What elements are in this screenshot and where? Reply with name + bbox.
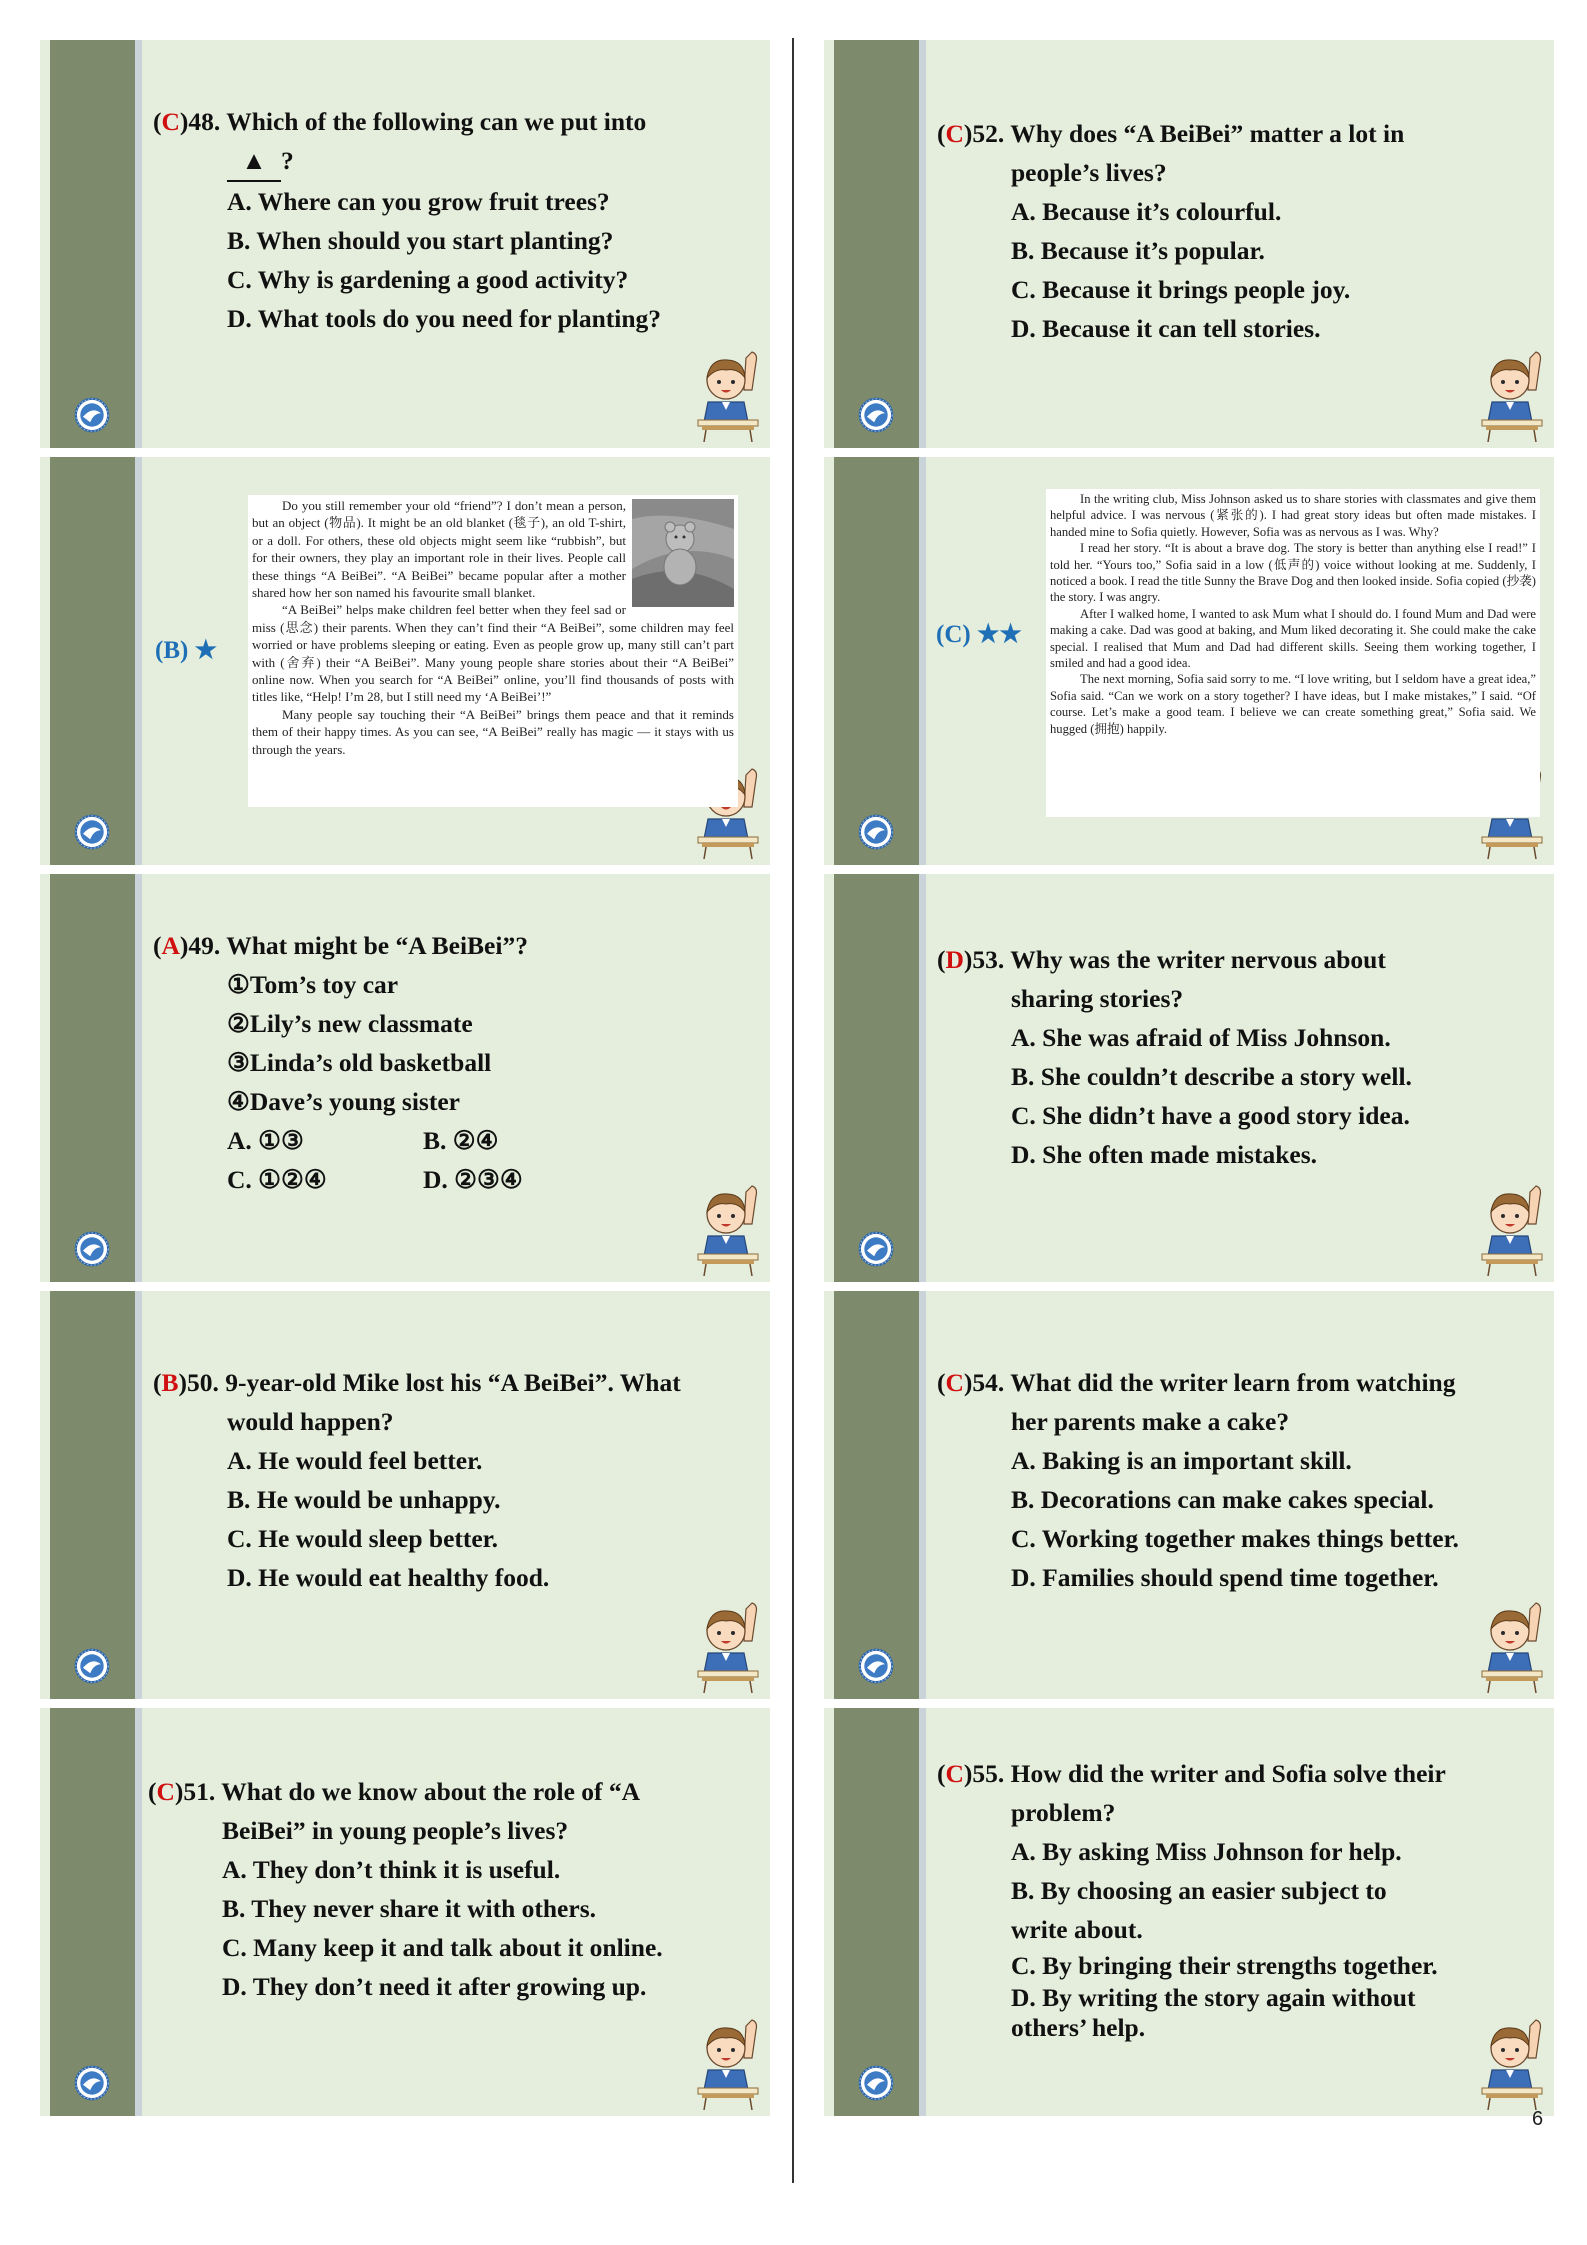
slide-side-stripe xyxy=(135,874,142,1282)
option-a: A. By asking Miss Johnson for help. xyxy=(1011,1837,1402,1866)
option-d: D. They don’t need it after growing up. xyxy=(222,1972,647,2001)
question-stem: )52. Why does “A BeiBei” matter a lot in xyxy=(963,119,1405,148)
slide-question-51 xyxy=(40,1708,770,2116)
slide-side-band xyxy=(50,874,135,1282)
item-4: ④Dave’s young sister xyxy=(227,1087,460,1116)
option-c: C. ①②④ xyxy=(227,1165,327,1194)
school-logo-icon xyxy=(74,2065,110,2101)
question-stem-cont: would happen? xyxy=(227,1407,394,1436)
question-stem: )48. Which of the following can we put into xyxy=(179,107,647,136)
slide-question-54 xyxy=(824,1291,1554,1699)
option-b: B. They never share it with others. xyxy=(222,1894,596,1923)
option-d: D. She often made mistakes. xyxy=(1011,1140,1317,1169)
kid-raising-hand-icon xyxy=(696,1184,766,1276)
answer-letter: D xyxy=(945,945,964,974)
option-b: B. By choosing an easier subject to xyxy=(1011,1876,1387,1905)
option-c: C. Working together makes things better. xyxy=(1011,1524,1459,1553)
passage-label: (C) ★★ xyxy=(936,621,1022,648)
slide-side-stripe xyxy=(135,1291,142,1699)
question-49: (A)49. What might be “A BeiBei”? ①Tom’s toy car ②Lily’s new classmate ③Linda’s old basketball ④Dave’s young sister A. ①③ B. ②④ C. ①②④ D. ②③④ xyxy=(153,926,528,1199)
slide-passage-b xyxy=(40,457,770,865)
question-stem-cont: her parents make a cake? xyxy=(1011,1407,1290,1436)
slide-side-stripe xyxy=(919,1708,926,2116)
kid-raising-hand-icon xyxy=(696,350,766,442)
option-c: C. She didn’t have a good story idea. xyxy=(1011,1101,1410,1130)
option-c: C. Why is gardening a good activity? xyxy=(227,265,629,294)
question-stem: )49. What might be “A BeiBei”? xyxy=(179,931,528,960)
passage-paragraph-3: Many people say touching their “A BeiBei” brings them peace and that it reminds them of their happy times. As you can see, “A BeiBei” really has magic — it stays with us through the years. xyxy=(252,706,734,757)
school-logo-icon xyxy=(858,1648,894,1684)
answer-letter: C xyxy=(945,119,964,148)
option-d: D. By writing the story again without xyxy=(1011,1983,1416,2012)
slide-question-49 xyxy=(40,874,770,1282)
question-stem: )55. How did the writer and Sofia solve their xyxy=(963,1759,1446,1788)
passage-paragraph-1: Do you still remember your old “friend”? I don’t mean a person, but an object (物品). It might be an old blanket (毯子), an old T-shirt, or a doll. For others, these old objects might seem like “rubbish”, but for their owners, they play an important role in their lives. People call these things “A BeiBei”. “A BeiBei” became popular after a mother shared how her son named his favourite small blanket. xyxy=(252,498,626,601)
school-logo-icon xyxy=(858,814,894,850)
question-48: (C)48. Which of the following can we put into ▲ ? A. Where can you grow fruit trees? B. When should you start planting? C. Why is gardening a good activity? D. What tools do you need for planting? xyxy=(153,102,661,338)
answer-letter: C xyxy=(945,1759,964,1788)
option-c: C. Many keep it and talk about it online. xyxy=(222,1933,663,1962)
option-a: A. She was afraid of Miss Johnson. xyxy=(1011,1023,1391,1052)
option-b: B. She couldn’t describe a story well. xyxy=(1011,1062,1412,1091)
slide-side-band xyxy=(834,1708,919,2116)
kid-raising-hand-icon xyxy=(1480,1184,1550,1276)
question-stem-cont: people’s lives? xyxy=(1011,158,1167,187)
slide-side-stripe xyxy=(135,457,142,865)
question-54: (C)54. What did the writer learn from watching her parents make a cake? A. Baking is an important skill. B. Decorations can make cakes special. C. Working together makes things better. D. Families should spend time together. xyxy=(937,1363,1459,1597)
answer-letter: C xyxy=(945,1368,964,1397)
slide-side-stripe xyxy=(919,457,926,865)
kid-raising-hand-icon xyxy=(1480,2018,1550,2110)
question-55: (C)55. How did the writer and Sofia solve their problem? A. By asking Miss Johnson for help. B. By choosing an easier subject to write about. C. By bringing their strengths together. D. By writing the story again without others’ help. xyxy=(937,1759,1446,2042)
slide-side-stripe xyxy=(919,40,926,448)
question-stem-cont: BeiBei” in young people’s lives? xyxy=(222,1816,569,1845)
question-stem: )53. Why was the writer nervous about xyxy=(963,945,1386,974)
slide-side-stripe xyxy=(919,874,926,1282)
question-50: (B)50. 9-year-old Mike lost his “A BeiBei”. What would happen? A. He would feel better. B. He would be unhappy. C. He would sleep better. D. He would eat healthy food. xyxy=(153,1363,681,1597)
answer-letter: B xyxy=(161,1368,179,1397)
option-a: A. They don’t think it is useful. xyxy=(222,1855,561,1884)
passage-paragraph-2: I read her story. “It is about a brave dog. The story is better than anything else I read!” I told her. “Yours too,” Sofia said in a low (低声的) voice without looking at me. Suddenly, I noticed a book. I read the title Sunny the Brave Dog and then looked inside. Sofia copied (抄袭) the story. I was angry. xyxy=(1050,541,1536,605)
slide-question-52 xyxy=(824,40,1554,448)
slide-side-band xyxy=(50,1708,135,2116)
passage-label: (B) ★ xyxy=(155,637,217,664)
option-a: A. He would feel better. xyxy=(227,1446,483,1475)
school-logo-icon xyxy=(74,1231,110,1267)
slide-question-48 xyxy=(40,40,770,448)
option-d: D. ②③④ xyxy=(423,1165,523,1194)
question-52: (C)52. Why does “A BeiBei” matter a lot in people’s lives? A. Because it’s colourful. B. Because it’s popular. C. Because it brings people joy. D. Because it can tell stories. xyxy=(937,114,1404,348)
option-a: A. Baking is an important skill. xyxy=(1011,1446,1352,1475)
question-51: (C)51. What do we know about the role of “A BeiBei” in young people’s lives? A. They don’t think it is useful. B. They never share it with others. C. Many keep it and talk about it online. D. They don’t need it after growing up. xyxy=(148,1772,663,2006)
option-d: D. What tools do you need for planting? xyxy=(227,304,662,333)
passage-paragraph-3: After I walked home, I wanted to ask Mum what I should do. I found Mum and Dad were making a cake. Dad was good at baking, and Mum liked decorating it. She could make the cake special. I realised that Mum and Dad had different skills. Seeing them working together, I smiled and had a good idea. xyxy=(1050,606,1536,671)
option-d-cont: others’ help. xyxy=(1011,2013,1146,2042)
kid-raising-hand-icon xyxy=(696,1601,766,1693)
school-logo-icon xyxy=(858,2065,894,2101)
option-b: B. Decorations can make cakes special. xyxy=(1011,1485,1434,1514)
item-2: ②Lily’s new classmate xyxy=(227,1009,473,1038)
school-logo-icon xyxy=(74,814,110,850)
blank-question-mark: ? xyxy=(281,146,294,175)
slide-question-50 xyxy=(40,1291,770,1699)
page-number: 6 xyxy=(1532,2108,1544,2130)
kid-raising-hand-icon xyxy=(1480,350,1550,442)
option-a: A. ①③ xyxy=(227,1126,304,1155)
item-1: ①Tom’s toy car xyxy=(227,970,399,999)
option-b: B. Because it’s popular. xyxy=(1011,236,1265,265)
slide-question-55 xyxy=(824,1708,1554,2116)
option-c: C. He would sleep better. xyxy=(227,1524,499,1553)
slide-side-stripe xyxy=(919,1291,926,1699)
option-b-cont: write about. xyxy=(1011,1915,1143,1944)
option-d: D. He would eat healthy food. xyxy=(227,1563,550,1592)
slide-side-band xyxy=(834,874,919,1282)
school-logo-icon xyxy=(858,397,894,433)
question-stem-cont: problem? xyxy=(1011,1798,1116,1827)
question-stem-cont: sharing stories? xyxy=(1011,984,1184,1013)
slide-side-band xyxy=(50,1291,135,1699)
slide-side-stripe xyxy=(135,40,142,448)
answer-letter: C xyxy=(156,1777,175,1806)
answer-letter: A xyxy=(161,931,180,960)
option-d: D. Because it can tell stories. xyxy=(1011,314,1321,343)
option-a: A. Where can you grow fruit trees? xyxy=(227,187,610,216)
slide-side-band xyxy=(50,457,135,865)
option-d: D. Families should spend time together. xyxy=(1011,1563,1439,1592)
question-stem: )51. What do we know about the role of “A xyxy=(174,1777,641,1806)
blank-marker: ▲ xyxy=(227,141,281,182)
answer-letter: C xyxy=(161,107,180,136)
passage-paragraph-2: “A BeiBei” helps make children feel better when they feel sad or miss (思念) their parents. When they can’t find their “A BeiBei”, some children may feel worried or have problems sleeping or eating. Even as people grow up, many still can’t part with (舍弃) their “A BeiBei”. Many young people share stories about their “A BeiBei” online now. When you search for “A BeiBei” online, you’ll find thousands of posts with titles like, “Help! I’m 28, but I still need my ‘A BeiBei’!” xyxy=(252,602,734,705)
question-53: (D)53. Why was the writer nervous about sharing stories? A. She was afraid of Miss Johnson. B. She couldn’t describe a story well. C. She didn’t have a good story idea. D. She often made mistakes. xyxy=(937,940,1412,1174)
kid-raising-hand-icon xyxy=(696,2018,766,2110)
option-b: B. When should you start planting? xyxy=(227,226,614,255)
passage-text-b xyxy=(248,495,738,807)
slide-side-band xyxy=(834,40,919,448)
item-3: ③Linda’s old basketball xyxy=(227,1048,492,1077)
kid-raising-hand-icon xyxy=(1480,1601,1550,1693)
passage-text-c xyxy=(1046,489,1540,817)
question-stem: )54. What did the writer learn from watching xyxy=(963,1368,1456,1397)
slide-question-53 xyxy=(824,874,1554,1282)
passage-paragraph-4: The next morning, Sofia said sorry to me. “I love writing, but I seldom have a great idea,” Sofia said. “Can we work on a story together? I have ideas, but I make mistakes,” I said. “Of course. Let’s make a good team. I believe we can create something great,” Sofia said. We hugged (拥抱) happily. xyxy=(1050,672,1536,736)
teddy-bear-blanket-photo xyxy=(632,499,734,607)
option-a: A. Because it’s colourful. xyxy=(1011,197,1282,226)
slide-side-band xyxy=(50,40,135,448)
option-c: C. Because it brings people joy. xyxy=(1011,275,1351,304)
slide-side-stripe xyxy=(135,1708,142,2116)
passage-paragraph-1: In the writing club, Miss Johnson asked us to share stories with classmates and give them helpful advice. I was nervous (紧张的). I had great story ideas but often made mistakes. I handed mine to Sofia quietly. However, Sofia was as nervous as I was. Why? xyxy=(1050,492,1536,539)
page-divider xyxy=(792,38,794,2183)
option-c: C. By bringing their strengths together. xyxy=(1011,1951,1438,1980)
school-logo-icon xyxy=(74,1648,110,1684)
question-stem: )50. 9-year-old Mike lost his “A BeiBei”. What xyxy=(178,1368,681,1397)
school-logo-icon xyxy=(858,1231,894,1267)
option-b: B. ②④ xyxy=(423,1126,499,1155)
slide-side-band xyxy=(834,457,919,865)
slide-side-band xyxy=(834,1291,919,1699)
school-logo-icon xyxy=(74,397,110,433)
slide-passage-c xyxy=(824,457,1554,865)
option-b: B. He would be unhappy. xyxy=(227,1485,501,1514)
